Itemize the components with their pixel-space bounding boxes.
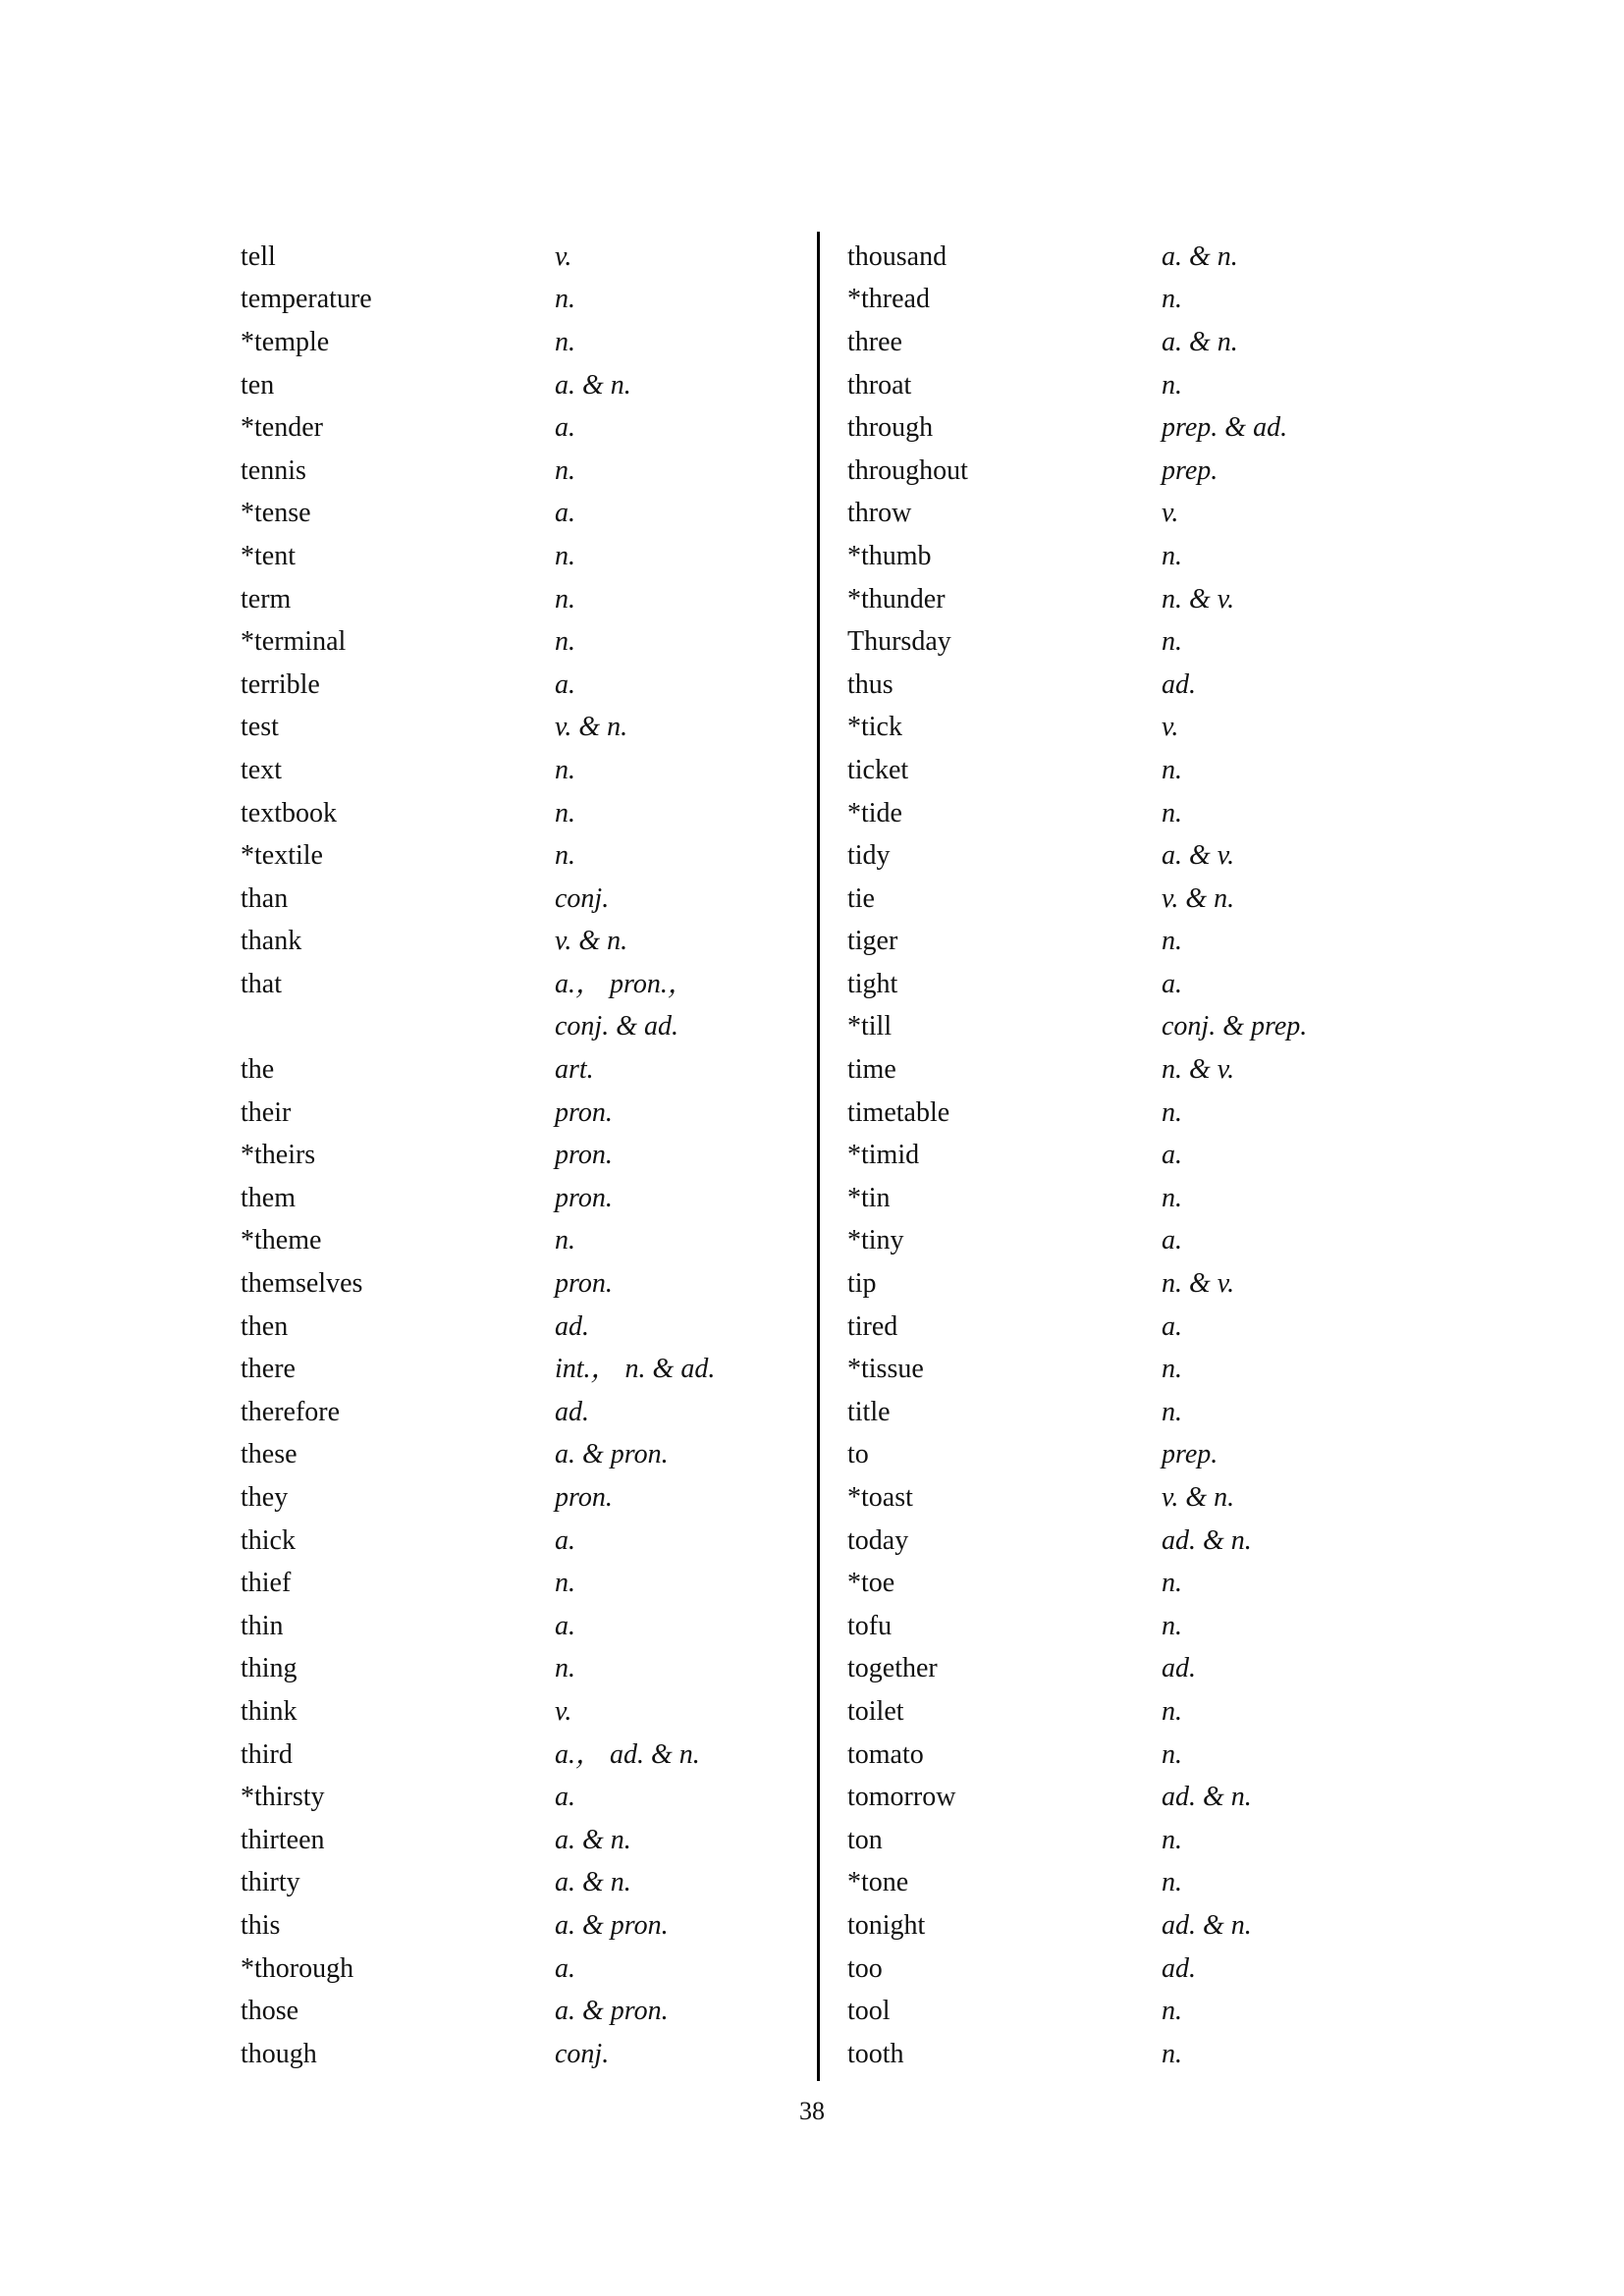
- headword: throughout: [847, 454, 968, 486]
- headword: the: [241, 1054, 275, 1086]
- part-of-speech: n.: [555, 1653, 575, 1684]
- headword: third: [241, 1738, 293, 1770]
- word-entry: [847, 1434, 1397, 1477]
- part-of-speech: n.: [1162, 1867, 1182, 1898]
- headword: their: [241, 1096, 292, 1128]
- part-of-speech: n.: [1162, 1396, 1182, 1427]
- headword: *thumb: [847, 540, 932, 571]
- part-of-speech: ad.: [1162, 668, 1196, 700]
- headword: timetable: [847, 1096, 950, 1128]
- part-of-speech: a. & pron.: [555, 1439, 669, 1470]
- word-entry: [847, 1048, 1397, 1092]
- headword: though: [241, 2038, 317, 2069]
- headword: throw: [847, 498, 912, 529]
- word-entry: [847, 1391, 1397, 1434]
- part-of-speech: n.: [1162, 797, 1182, 828]
- headword: therefore: [241, 1396, 341, 1427]
- word-entry: [847, 1904, 1397, 1948]
- word-entry: [241, 1134, 790, 1177]
- word-entry: [847, 406, 1397, 450]
- headword: *tick: [847, 712, 902, 743]
- part-of-speech: n.: [555, 284, 575, 315]
- part-of-speech: n.: [1162, 1824, 1182, 1855]
- headword: terrible: [241, 668, 320, 700]
- headword: those: [241, 1996, 299, 2027]
- part-of-speech: a.: [555, 412, 575, 444]
- headword: thirty: [241, 1867, 300, 1898]
- word-entry: [241, 1520, 790, 1563]
- headword: thief: [241, 1568, 292, 1599]
- headword: there: [241, 1354, 296, 1385]
- headword: tool: [847, 1996, 891, 2027]
- word-entry: [847, 1348, 1397, 1391]
- word-entry: [847, 1262, 1397, 1306]
- part-of-speech: ad.: [555, 1396, 589, 1427]
- part-of-speech: ad.: [1162, 1952, 1196, 1984]
- headword: tennis: [241, 454, 306, 486]
- part-of-speech: n.: [1162, 1695, 1182, 1727]
- word-entry: [847, 1476, 1397, 1520]
- part-of-speech: ad.: [555, 1310, 589, 1342]
- word-entry: [241, 1348, 790, 1391]
- part-of-speech: conj.: [555, 882, 610, 914]
- word-entry: [241, 834, 790, 878]
- word-entry: [241, 493, 790, 536]
- part-of-speech: n. & v.: [1162, 1054, 1235, 1086]
- headword: *textile: [241, 840, 323, 872]
- part-of-speech: conj. & prep.: [1162, 1011, 1308, 1042]
- word-entry: [241, 664, 790, 707]
- word-entry: [847, 321, 1397, 364]
- left-word-column: [241, 236, 790, 2076]
- part-of-speech: a. & n.: [555, 1824, 631, 1855]
- part-of-speech: n. & v.: [1162, 583, 1235, 614]
- word-entry: [241, 406, 790, 450]
- word-entry: [241, 535, 790, 578]
- part-of-speech: n.: [555, 840, 575, 872]
- part-of-speech: n.: [555, 797, 575, 828]
- part-of-speech: a.: [1162, 1225, 1182, 1256]
- word-entry: [241, 963, 790, 1006]
- column-divider: [817, 232, 820, 2081]
- word-entry: [241, 236, 790, 279]
- word-entry: [847, 1306, 1397, 1349]
- part-of-speech: ad. & n.: [1162, 1782, 1252, 1813]
- part-of-speech: pron.: [555, 1482, 613, 1514]
- word-entry: [241, 1434, 790, 1477]
- headword: then: [241, 1310, 289, 1342]
- headword: themselves: [241, 1268, 363, 1300]
- part-of-speech: a.: [555, 1610, 575, 1641]
- headword: *tin: [847, 1182, 891, 1213]
- headword: through: [847, 412, 934, 444]
- headword: thick: [241, 1524, 296, 1556]
- part-of-speech: a.， ad. & n.: [555, 1738, 700, 1770]
- headword: tip: [847, 1268, 877, 1300]
- part-of-speech: pron.: [555, 1268, 613, 1300]
- word-entry: [241, 1948, 790, 1991]
- part-of-speech: a.: [1162, 968, 1182, 999]
- word-entry: [847, 1819, 1397, 1862]
- word-entry: [847, 1690, 1397, 1734]
- word-entry: [241, 1006, 790, 1049]
- headword: Thursday: [847, 626, 951, 658]
- word-entry: [241, 1990, 790, 2033]
- part-of-speech: a. & n.: [555, 1867, 631, 1898]
- word-entry: [241, 1562, 790, 1605]
- word-entry: [241, 364, 790, 407]
- part-of-speech: v.: [555, 240, 572, 272]
- headword: together: [847, 1653, 938, 1684]
- headword: *thread: [847, 284, 930, 315]
- headword: tidy: [847, 840, 891, 872]
- headword: *tender: [241, 412, 323, 444]
- word-entry: [847, 1220, 1397, 1263]
- part-of-speech: a.: [555, 668, 575, 700]
- part-of-speech: a. & pron.: [555, 1909, 669, 1941]
- word-entry: [847, 279, 1397, 322]
- part-of-speech: a.: [1162, 1310, 1182, 1342]
- part-of-speech: n.: [1162, 284, 1182, 315]
- word-entry: [241, 1690, 790, 1734]
- word-entry: [241, 1904, 790, 1948]
- headword: tomorrow: [847, 1782, 956, 1813]
- part-of-speech: n.: [1162, 1354, 1182, 1385]
- word-entry: [241, 1048, 790, 1092]
- word-entry: [241, 707, 790, 750]
- part-of-speech: a.: [555, 498, 575, 529]
- part-of-speech: n.: [555, 540, 575, 571]
- part-of-speech: conj. & ad.: [555, 1011, 678, 1042]
- headword: tired: [847, 1310, 898, 1342]
- word-entry: [241, 1220, 790, 1263]
- headword: tell: [241, 240, 276, 272]
- headword: *tone: [847, 1867, 909, 1898]
- headword: title: [847, 1396, 891, 1427]
- part-of-speech: n.: [1162, 926, 1182, 957]
- headword: time: [847, 1054, 896, 1086]
- headword: *tissue: [847, 1354, 924, 1385]
- word-entry: [847, 620, 1397, 664]
- word-entry: [241, 1776, 790, 1819]
- headword: textbook: [241, 797, 337, 828]
- part-of-speech: n. & v.: [1162, 1268, 1235, 1300]
- headword: thirteen: [241, 1824, 325, 1855]
- part-of-speech: prep.: [1162, 454, 1218, 486]
- page-number: 38: [799, 2097, 825, 2125]
- headword: *theme: [241, 1225, 322, 1256]
- part-of-speech: n.: [1162, 1610, 1182, 1641]
- headword: them: [241, 1182, 296, 1213]
- part-of-speech: a. & n.: [1162, 240, 1238, 272]
- headword: thousand: [847, 240, 947, 272]
- part-of-speech: prep.: [1162, 1439, 1218, 1470]
- headword: *thunder: [847, 583, 946, 614]
- word-entry: [847, 792, 1397, 835]
- part-of-speech: a. & pron.: [555, 1996, 669, 2027]
- word-entry: [241, 1648, 790, 1691]
- part-of-speech: n.: [555, 583, 575, 614]
- headword: tie: [847, 882, 875, 914]
- word-entry: [847, 1092, 1397, 1135]
- word-entry: [847, 963, 1397, 1006]
- word-entry: [847, 1734, 1397, 1777]
- word-entry: [847, 578, 1397, 621]
- word-entry: [241, 2033, 790, 2076]
- headword: three: [847, 326, 902, 357]
- headword: *theirs: [241, 1140, 316, 1171]
- part-of-speech: prep. & ad.: [1162, 412, 1288, 444]
- word-entry: [241, 279, 790, 322]
- headword: too: [847, 1952, 883, 1984]
- part-of-speech: n.: [1162, 754, 1182, 785]
- word-entry: [241, 921, 790, 964]
- headword: *tide: [847, 797, 902, 828]
- part-of-speech: conj.: [555, 2038, 610, 2069]
- word-entry: [241, 1092, 790, 1135]
- part-of-speech: a. & n.: [1162, 326, 1238, 357]
- headword: tight: [847, 968, 898, 999]
- word-entry: [847, 664, 1397, 707]
- headword: tooth: [847, 2038, 904, 2069]
- headword: ton: [847, 1824, 883, 1855]
- word-entry: [847, 1520, 1397, 1563]
- headword: *tent: [241, 540, 296, 571]
- word-entry: [241, 792, 790, 835]
- part-of-speech: n.: [1162, 1182, 1182, 1213]
- word-entry: [847, 834, 1397, 878]
- headword: test: [241, 712, 279, 743]
- headword: ten: [241, 369, 275, 400]
- headword: tofu: [847, 1610, 893, 1641]
- word-entry: [241, 1262, 790, 1306]
- word-entry: [847, 1562, 1397, 1605]
- word-entry: [847, 749, 1397, 792]
- part-of-speech: v. & n.: [555, 712, 628, 743]
- word-entry: [241, 450, 790, 493]
- headword: think: [241, 1695, 298, 1727]
- headword: *thorough: [241, 1952, 354, 1984]
- part-of-speech: v.: [1162, 498, 1179, 529]
- headword: text: [241, 754, 282, 785]
- part-of-speech: a.: [555, 1952, 575, 1984]
- right-word-column: [847, 236, 1397, 2076]
- headword: *toast: [847, 1482, 913, 1514]
- word-entry: [241, 620, 790, 664]
- headword: throat: [847, 369, 912, 400]
- part-of-speech: n.: [1162, 1996, 1182, 2027]
- part-of-speech: ad. & n.: [1162, 1524, 1252, 1556]
- part-of-speech: n.: [555, 326, 575, 357]
- part-of-speech: v. & n.: [1162, 882, 1235, 914]
- part-of-speech: n.: [555, 1568, 575, 1599]
- word-entry: [241, 1862, 790, 1905]
- part-of-speech: pron.: [555, 1182, 613, 1213]
- word-entry: [847, 535, 1397, 578]
- headword: temperature: [241, 284, 372, 315]
- part-of-speech: v. & n.: [1162, 1482, 1235, 1514]
- part-of-speech: n.: [1162, 626, 1182, 658]
- headword: *till: [847, 1011, 893, 1042]
- word-entry: [241, 1734, 790, 1777]
- headword: *terminal: [241, 626, 347, 658]
- word-entry: [847, 1862, 1397, 1905]
- headword: tiger: [847, 926, 898, 957]
- part-of-speech: a.: [1162, 1140, 1182, 1171]
- part-of-speech: n.: [555, 754, 575, 785]
- part-of-speech: n.: [1162, 2038, 1182, 2069]
- headword: these: [241, 1439, 298, 1470]
- part-of-speech: n.: [555, 626, 575, 658]
- part-of-speech: ad. & n.: [1162, 1909, 1252, 1941]
- headword: thank: [241, 926, 302, 957]
- word-entry: [847, 2033, 1397, 2076]
- headword: *timid: [847, 1140, 920, 1171]
- headword: tomato: [847, 1738, 924, 1770]
- word-entry: [847, 921, 1397, 964]
- part-of-speech: n.: [1162, 540, 1182, 571]
- word-entry: [847, 1776, 1397, 1819]
- word-entry: [847, 1177, 1397, 1220]
- headword: ticket: [847, 754, 909, 785]
- headword: than: [241, 882, 289, 914]
- part-of-speech: n.: [555, 1225, 575, 1256]
- word-entry: [241, 321, 790, 364]
- word-entry: [241, 878, 790, 921]
- part-of-speech: v.: [555, 1695, 572, 1727]
- word-entry: [241, 1819, 790, 1862]
- part-of-speech: a.， pron.，: [555, 968, 695, 999]
- word-entry: [847, 236, 1397, 279]
- part-of-speech: ad.: [1162, 1653, 1196, 1684]
- part-of-speech: a. & n.: [555, 369, 631, 400]
- headword: this: [241, 1909, 281, 1941]
- word-entry: [241, 1306, 790, 1349]
- word-entry: [847, 878, 1397, 921]
- headword: thin: [241, 1610, 284, 1641]
- headword: to: [847, 1439, 869, 1470]
- headword: *temple: [241, 326, 330, 357]
- word-entry: [847, 1990, 1397, 2033]
- headword: toilet: [847, 1695, 904, 1727]
- word-entry: [241, 1177, 790, 1220]
- part-of-speech: int.， n. & ad.: [555, 1354, 716, 1385]
- part-of-speech: n.: [1162, 369, 1182, 400]
- word-entry: [241, 1391, 790, 1434]
- part-of-speech: n.: [1162, 1096, 1182, 1128]
- part-of-speech: n.: [1162, 1568, 1182, 1599]
- headword: thing: [241, 1653, 298, 1684]
- word-entry: [847, 1134, 1397, 1177]
- word-entry: [847, 1006, 1397, 1049]
- part-of-speech: a.: [555, 1782, 575, 1813]
- headword: tonight: [847, 1909, 926, 1941]
- word-entry: [847, 493, 1397, 536]
- part-of-speech: n.: [555, 454, 575, 486]
- part-of-speech: a.: [555, 1524, 575, 1556]
- word-entry: [847, 1605, 1397, 1648]
- part-of-speech: art.: [555, 1054, 594, 1086]
- part-of-speech: a. & v.: [1162, 840, 1235, 872]
- headword: *toe: [847, 1568, 895, 1599]
- word-entry: [847, 1948, 1397, 1991]
- headword: thus: [847, 668, 893, 700]
- headword: that: [241, 968, 282, 999]
- part-of-speech: v.: [1162, 712, 1179, 743]
- headword: they: [241, 1482, 289, 1514]
- word-entry: [241, 1476, 790, 1520]
- headword: *thirsty: [241, 1782, 325, 1813]
- word-entry: [847, 1648, 1397, 1691]
- headword: term: [241, 583, 292, 614]
- headword: today: [847, 1524, 909, 1556]
- part-of-speech: pron.: [555, 1096, 613, 1128]
- part-of-speech: pron.: [555, 1140, 613, 1171]
- word-entry: [241, 578, 790, 621]
- headword: *tiny: [847, 1225, 904, 1256]
- word-entry: [241, 1605, 790, 1648]
- word-entry: [847, 707, 1397, 750]
- headword: *tense: [241, 498, 311, 529]
- part-of-speech: v. & n.: [555, 926, 628, 957]
- part-of-speech: n.: [1162, 1738, 1182, 1770]
- word-entry: [847, 364, 1397, 407]
- word-entry: [847, 450, 1397, 493]
- word-entry: [241, 749, 790, 792]
